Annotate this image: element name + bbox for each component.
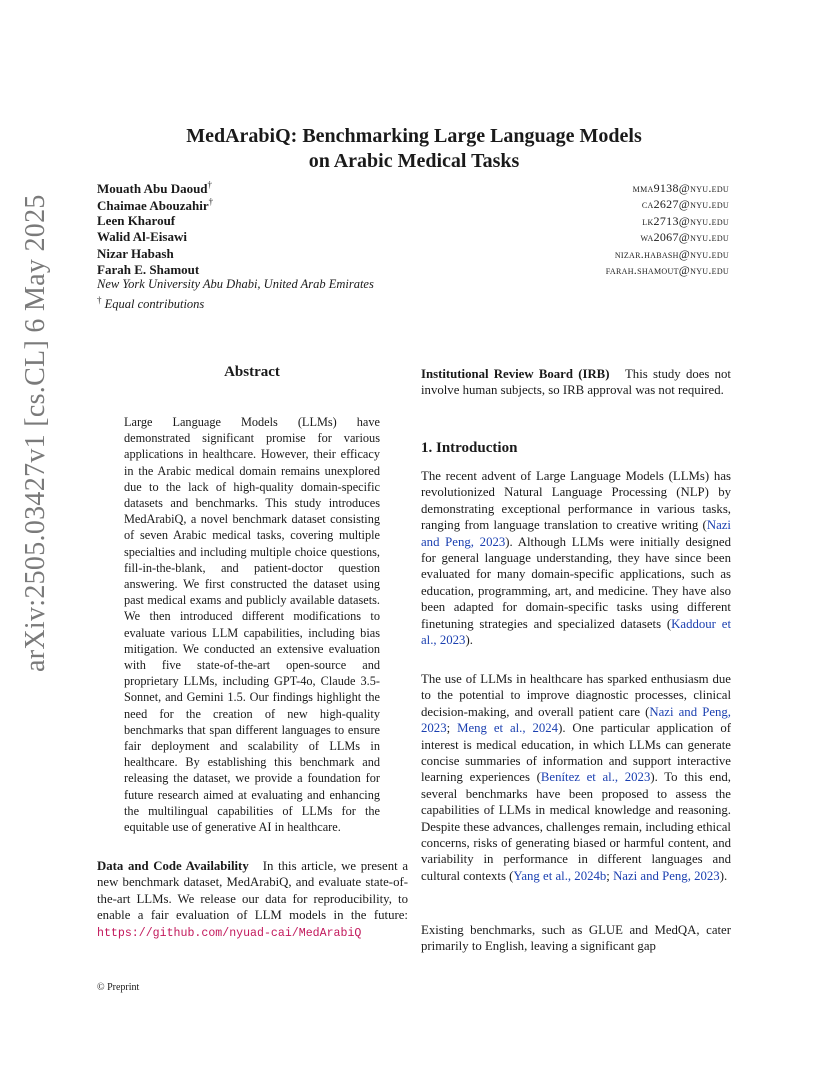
title-line-1: MedArabiQ: Benchmarking Large Language Models xyxy=(186,125,642,147)
author-email[interactable]: ca2627@nyu.edu xyxy=(641,197,729,212)
abstract-heading: Abstract xyxy=(224,364,280,380)
repo-link[interactable]: https://github.com/nyuad-cai/MedArabiQ xyxy=(97,926,362,940)
paper-title xyxy=(0,124,828,174)
citation-link[interactable]: Kaddour et al., 2023 xyxy=(421,616,731,648)
citation-link[interactable]: Benítez et al., 2023 xyxy=(540,770,651,785)
availability-heading: Data and Code Availability xyxy=(97,859,249,873)
author-email[interactable]: farah.shamout@nyu.edu xyxy=(605,262,729,277)
author-name: Chaimae Abouzahir† xyxy=(97,196,214,213)
author-row xyxy=(97,180,737,196)
author-name: Leen Kharouf xyxy=(97,212,176,228)
author-name: Mouath Abu Daoud† xyxy=(97,180,213,197)
equal-contribution-note: † Equal contributions xyxy=(97,295,205,312)
author-row xyxy=(97,229,737,245)
intro-paragraph-3: Existing benchmarks, such as GLUE and MedQA, cater primarily to English, leaving a significant gap xyxy=(421,923,731,954)
author-name: Walid Al-Eisawi xyxy=(97,229,187,245)
author-row xyxy=(97,213,737,229)
citation-link[interactable]: Nazi and Peng, 2023 xyxy=(421,518,731,549)
author-email[interactable]: mma9138@nyu.edu xyxy=(632,181,729,195)
author-email[interactable]: lk2713@nyu.edu xyxy=(642,213,729,228)
citation-link[interactable]: Nazi and Peng, 2023 xyxy=(613,868,720,883)
author-name: Farah E. Shamout xyxy=(97,261,200,277)
affiliation-block xyxy=(97,276,374,312)
author-name: Nizar Habash xyxy=(97,245,174,261)
affiliation: New York University Abu Dhabi, United Arab Emirates xyxy=(97,277,374,291)
irb-statement xyxy=(421,366,731,399)
citation-link[interactable]: Nazi and Peng, 2023 xyxy=(421,704,731,736)
availability-text: In this article, we present a new benchmark dataset, MedArabiQ, and evaluate state-of-the-art LLMs. We release our data for reproducibility, to enable a fair evaluation of LLM models in the future: xyxy=(97,859,408,923)
arxiv-identifier: arXiv:2505.03427v1 [cs.CL] 6 May 2025 xyxy=(20,194,51,672)
preprint-footer: © Preprint xyxy=(97,982,140,993)
author-list xyxy=(97,180,737,278)
citation-link[interactable]: Meng et al., 2024 xyxy=(457,721,559,736)
section-heading-introduction: 1. Introduction xyxy=(421,440,518,456)
data-availability xyxy=(97,858,408,942)
title-line-2: on Arabic Medical Tasks xyxy=(308,150,520,172)
author-row xyxy=(97,196,737,212)
author-row xyxy=(97,246,737,262)
intro-paragraph-1: The recent advent of Large Language Models (LLMs) has revolutionized Natural Language Processing (NLP) by demonstrating exceptional performance in various tasks, ranging from language translation to creative writing (Nazi and Peng, 2023). Although LLMs were initially designed for general language understanding, they have since been evaluated for many domain-specific applications, such as education, programming, art, and medicine. They have also been adapted for domain-specific tasks using different finetuning strategies and specialized datasets (Kaddour et al., 2023). xyxy=(421,469,731,648)
irb-text: This study does not involve human subjects, so IRB approval was not required. xyxy=(421,367,731,398)
intro-paragraph-2: The use of LLMs in healthcare has sparked enthusiasm due to the potential to improve diagnostic processes, clinical decision-making, and overall patient care (Nazi and Peng, 2023; Meng et al., 2024). One particular application of interest is medical education, in which LLMs can generate concise summaries of information and support interactive learning experiences (Benítez et al., 2023). To this end, several benchmarks have been proposed to assess the capabilities of LLMs in medical knowledge and reasoning. Despite these advances, challenges remain, including ethical concerns, risks of generating biased or harmful content, and variability in performance in different languages and cultural contexts (Yang et al., 2024b; Nazi and Peng, 2023). xyxy=(421,672,731,883)
author-email[interactable]: wa2067@nyu.edu xyxy=(640,230,729,245)
abstract-text: Large Language Models (LLMs) have demonstrated significant promise for various applications in healthcare. However, their efficacy in the Arabic medical domain remains unexplored due to the lack of high-quality domain-specific datasets and benchmarks. This study introduces MedArabiQ, a novel benchmark dataset consisting of seven Arabic medical tasks, covering multiple specialties and including multiple choice questions, fill-in-the-blank, and patient-doctor question answering. We first constructed the dataset using past medical exams and publicly available datasets. We then introduced different modifications to evaluate various LLM capabilities, including bias mitigation. We conducted an extensive evaluation with five state-of-the-art open-source and proprietary LLMs, including GPT-4o, Claude 3.5-Sonnet, and Gemini 1.5. Our findings highlight the need for the creation of new high-quality benchmarks that span different languages to ensure fair deployment and scalability of LLMs in healthcare. By establishing this benchmark and releasing the dataset, we provide a foundation for future research aimed at evaluating and enhancing the multilingual capabilities of LLMs for the equitable use of generative AI in healthcare. xyxy=(124,415,380,835)
citation-link[interactable]: Yang et al., 2024b xyxy=(513,868,607,883)
author-email[interactable]: nizar.habash@nyu.edu xyxy=(614,246,729,261)
irb-heading: Institutional Review Board (IRB) xyxy=(421,367,610,381)
